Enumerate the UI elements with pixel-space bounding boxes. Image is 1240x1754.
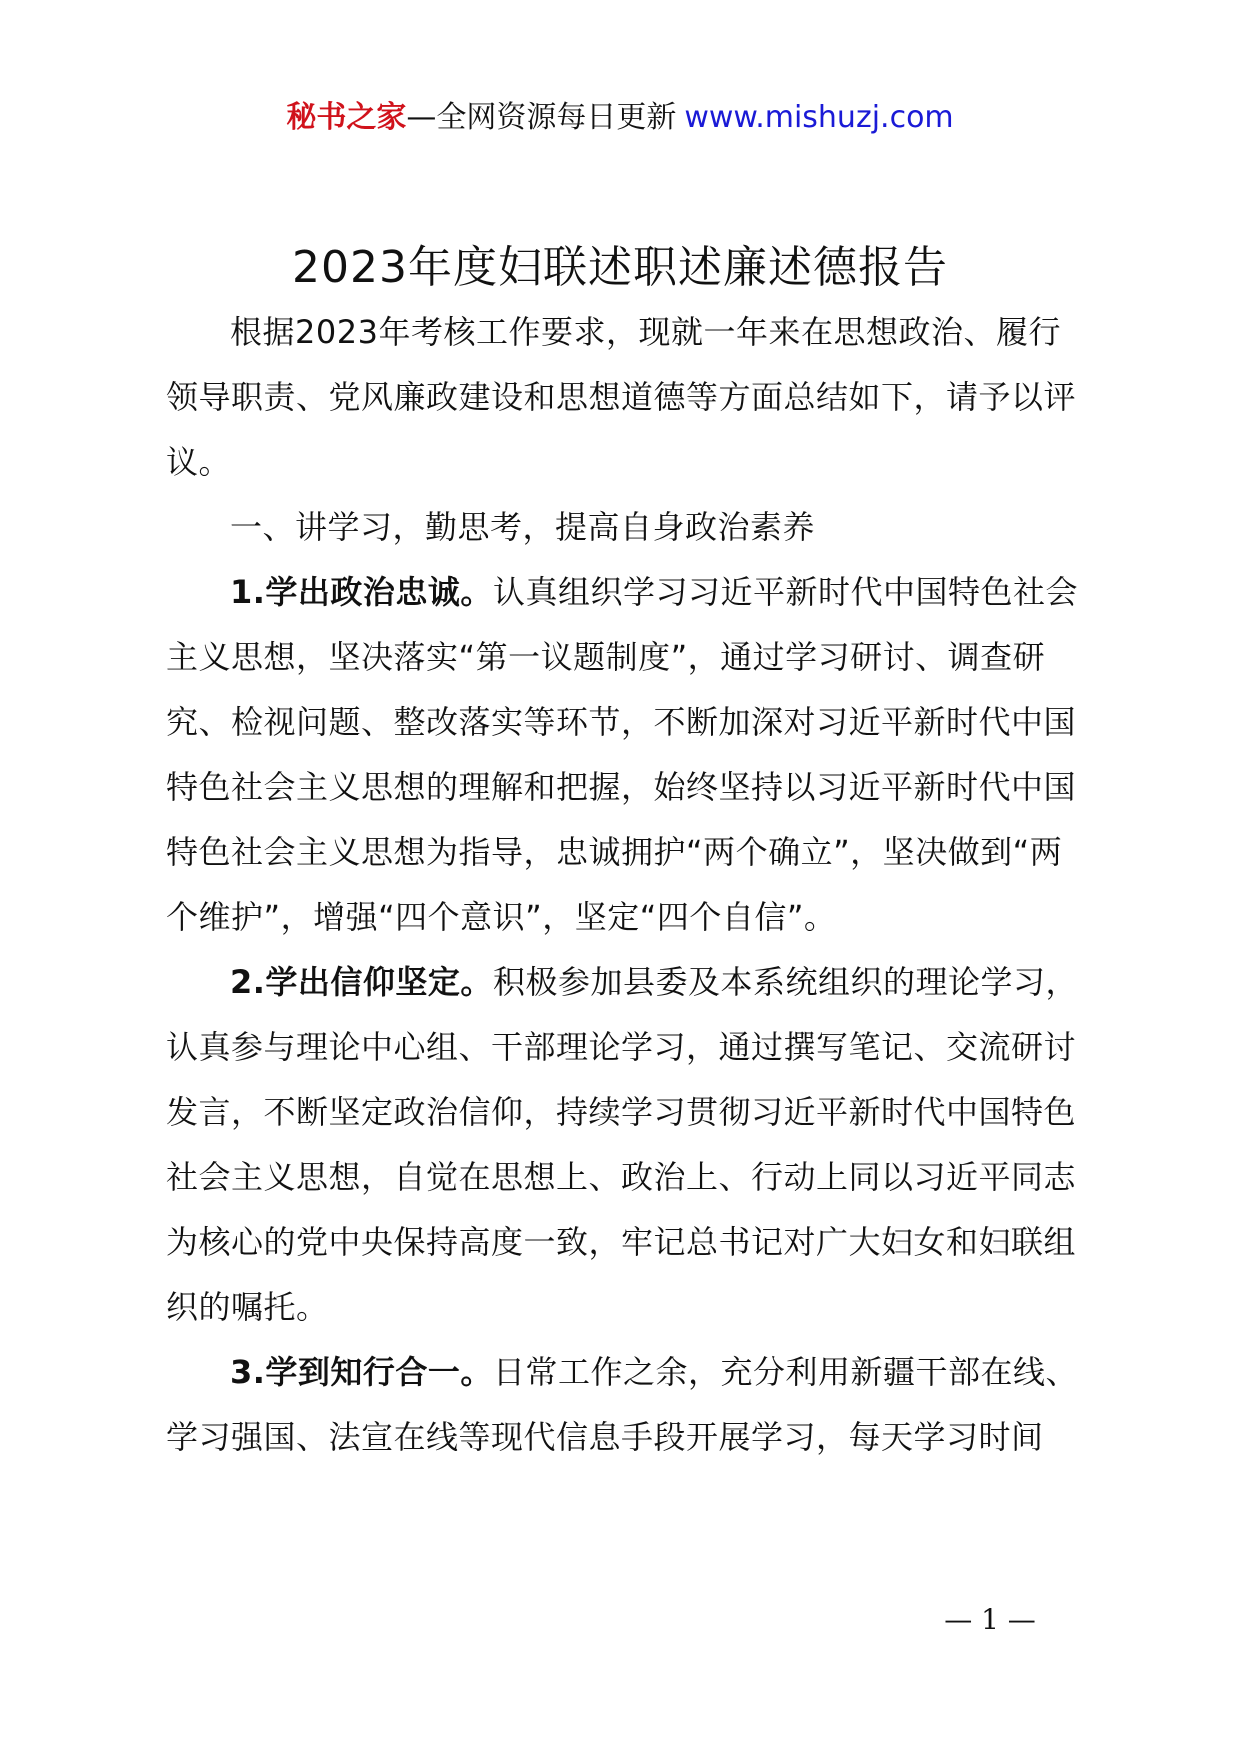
item-text: 积极参加县委及本系统组织的理论学习，认真参与理论中心组、干部理论学习，通过撰写笔记、交流研讨发言，不断坚定政治信仰，持续学习贯彻习近平新时代中国特色社会主义思想，自觉在思想上、政治上、行动上同以习近平同志为核心的党中央保持高度一致，牢记总书记对广大妇女和妇联组织的嘱托。 bbox=[166, 963, 1078, 1326]
list-item bbox=[166, 560, 1080, 950]
item-lead: 3.学到知行合一。 bbox=[230, 1353, 493, 1391]
site-url-link[interactable]: www.mishuzj.com bbox=[684, 100, 954, 135]
page-number: — 1 — bbox=[944, 1603, 1036, 1636]
intro-paragraph: 根据2023年考核工作要求，现就一年来在思想政治、履行领导职责、党风廉政建设和思想道德等方面总结如下，请予以评议。 bbox=[166, 313, 1077, 481]
site-tagline: —全网资源每日更新 bbox=[406, 100, 677, 135]
list-item bbox=[166, 1340, 1080, 1470]
site-brand: 秘书之家 bbox=[286, 100, 407, 135]
item-text: 日常工作之余，充分利用新疆干部在线、学习强国、法宣在线等现代信息手段开展学习，每天学习时间 bbox=[166, 1353, 1078, 1456]
list-item bbox=[166, 950, 1080, 1340]
document-body bbox=[166, 300, 1080, 1470]
item-text: 认真组织学习习近平新时代中国特色社会主义思想，坚决落实“第一议题制度”，通过学习研讨、调查研究、检视问题、整改落实等环节，不断加深对习近平新时代中国特色社会主义思想的理解和把握，始终坚持以习近平新时代中国特色社会主义思想为指导，忠诚拥护“两个确立”，坚决做到“两个维护”，增强“四个意识”，坚定“四个自信”。 bbox=[166, 573, 1078, 936]
site-banner bbox=[0, 98, 1240, 138]
item-lead: 2.学出信仰坚定。 bbox=[230, 963, 493, 1001]
section-heading: 一、讲学习，勤思考，提高自身政治素养 bbox=[230, 508, 816, 546]
item-lead: 1.学出政治忠诚。 bbox=[230, 573, 493, 611]
document-title: 2023年度妇联述职述廉述德报告 bbox=[292, 242, 948, 293]
